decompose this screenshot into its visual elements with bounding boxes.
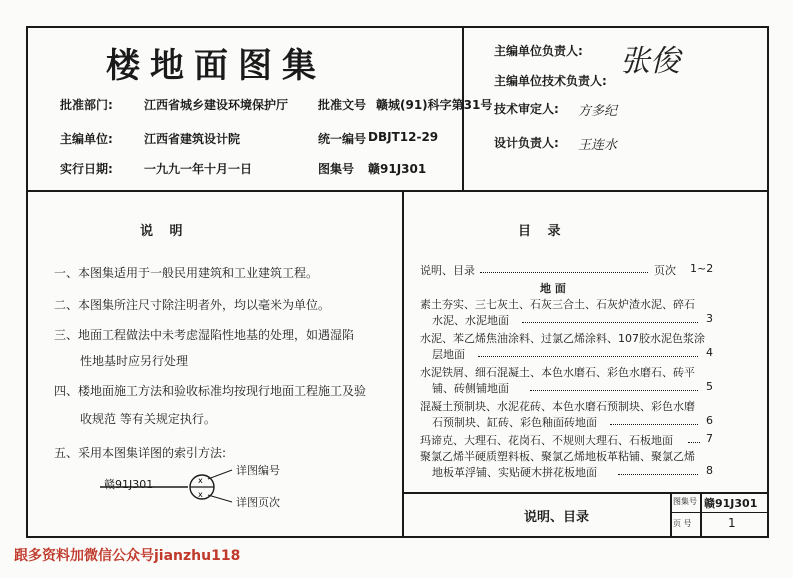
- toc-row-6-line2: 地板革浮铺、实贴硬木拼花板地面: [432, 466, 597, 479]
- chief-unit-label: 主编单位:: [60, 132, 113, 146]
- note-item-5: 五、采用本图集详图的索引方法:: [54, 446, 227, 460]
- toc-row-0-page-label: 页次: [654, 264, 676, 277]
- title-block-atlas-value: 赣91J301: [704, 497, 758, 510]
- toc-row-1-line1: 素土夯实、三七灰土、石灰三合土、石灰炉渣水泥、碎石: [420, 298, 695, 311]
- index-atlas-no: 赣91J301: [104, 478, 154, 491]
- title-block-name: 说明、目录: [524, 510, 590, 525]
- toc-row-3-page: 5: [706, 380, 713, 393]
- toc-row-5-line1: 玛谛克、大理石、花岗石、不规则大理石、石板地面: [420, 434, 673, 447]
- approval-doc-label: 批准文号: [318, 98, 367, 112]
- toc-row-6-page: 8: [706, 464, 713, 477]
- tech-reviewer-signature: 方多纪: [578, 104, 618, 119]
- index-detail-no: 详图编号: [236, 464, 280, 477]
- toc-row-5-page: 7: [706, 432, 713, 445]
- note-item-4-line1: 四、楼地面施工方法和验收标准均按现行地面工程施工及验: [54, 384, 367, 398]
- toc-row-6-leader: [618, 474, 698, 475]
- toc-section-ground: 地 面: [540, 282, 566, 295]
- effective-date-value: 一九九一年十月一日: [144, 162, 253, 176]
- toc-row-4-leader: [610, 424, 698, 425]
- toc-heading: 目 录: [518, 224, 567, 239]
- tech-reviewer-label: 技术审定人:: [494, 102, 559, 116]
- page-title: 楼地面图集: [106, 46, 326, 86]
- toc-row-1-page: 3: [706, 312, 713, 325]
- note-item-2: 二、本图集所注尺寸除注明者外，均以毫米为单位。: [54, 298, 331, 312]
- toc-row-2-line2: 层地面: [432, 348, 465, 361]
- toc-row-0-leader: [480, 272, 648, 273]
- toc-row-0: 说明、目录: [420, 264, 475, 277]
- note-item-4-line2: 收规范 等有关规定执行。: [80, 412, 216, 426]
- notes-heading: 说 明: [140, 224, 189, 239]
- approval-dept-value: 江西省城乡建设环境保护厅: [144, 98, 289, 112]
- title-block-page-value: 1: [728, 516, 736, 530]
- toc-row-4-page: 6: [706, 414, 713, 427]
- toc-row-1-line2: 水泥、水泥地面: [432, 314, 509, 327]
- svg-text:x: x: [198, 490, 203, 499]
- title-block-atlas-label: 图集号: [673, 497, 697, 506]
- design-head-signature: 王连水: [578, 138, 618, 153]
- title-block-top: [402, 492, 767, 494]
- toc-row-1-leader: [522, 322, 698, 323]
- toc-row-3-line1: 水泥铁屑、细石混凝土、本色水磨石、彩色水磨石、砖平: [420, 366, 695, 379]
- toc-row-2-leader: [478, 356, 698, 357]
- svg-text:x: x: [198, 476, 203, 485]
- chief-unit-value: 江西省建筑设计院: [144, 132, 241, 146]
- title-block-mid: [670, 512, 767, 513]
- approval-doc-value: 赣城(91)科字第31号: [376, 98, 493, 112]
- toc-row-5-leader: [688, 442, 700, 443]
- footer-watermark: 跟多资料加微信公众号jianzhu118: [14, 548, 241, 564]
- approval-dept-label: 批准部门:: [60, 98, 113, 112]
- atlas-no-label: 图集号: [318, 162, 355, 176]
- title-block-divider-2: [700, 492, 702, 536]
- toc-row-2-page: 4: [706, 346, 713, 359]
- toc-row-3-line2: 铺、砖侧铺地面: [432, 382, 509, 395]
- unified-no-value: DBJT12-29: [368, 130, 439, 144]
- toc-row-6-line1: 聚氯乙烯半硬质塑料板、聚氯乙烯地板革粘铺、聚氯乙烯: [420, 450, 695, 463]
- note-item-3-line2: 性地基时应另行处理: [80, 354, 189, 368]
- atlas-no-value: 赣91J301: [368, 162, 427, 176]
- toc-row-4-line2: 石预制块、缸砖、彩色釉面砖地面: [432, 416, 597, 429]
- note-item-3-line1: 三、地面工程做法中未考虑湿陷性地基的处理，如遇湿陷: [54, 328, 355, 342]
- note-item-1: 一、本图集适用于一般民用建筑和工业建筑工程。: [54, 266, 319, 280]
- title-block-page-label: 页 号: [673, 519, 692, 528]
- chief-unit-tech-label: 主编单位技术负责人:: [494, 74, 607, 88]
- chief-unit-head-label: 主编单位负责人:: [494, 44, 583, 58]
- toc-row-3-leader: [530, 390, 698, 391]
- unified-no-label: 统一编号: [318, 132, 367, 146]
- effective-date-label: 实行日期:: [60, 162, 113, 176]
- toc-row-2-line1: 水泥、苯乙烯焦油涂料、过氯乙烯涂料、107胶水泥色浆涂: [420, 332, 705, 345]
- index-page-no: 详图页次: [236, 496, 280, 509]
- toc-row-4-line1: 混凝土预制块、水泥花砖、本色水磨石预制块、彩色水磨: [420, 400, 695, 413]
- chief-unit-head-signature: 张俊: [620, 44, 680, 79]
- title-block-divider-1: [670, 492, 672, 536]
- body-divider: [402, 190, 404, 536]
- toc-row-0-page: 1~2: [690, 262, 714, 275]
- header-divider: [26, 190, 767, 192]
- design-head-label: 设计负责人:: [494, 136, 559, 150]
